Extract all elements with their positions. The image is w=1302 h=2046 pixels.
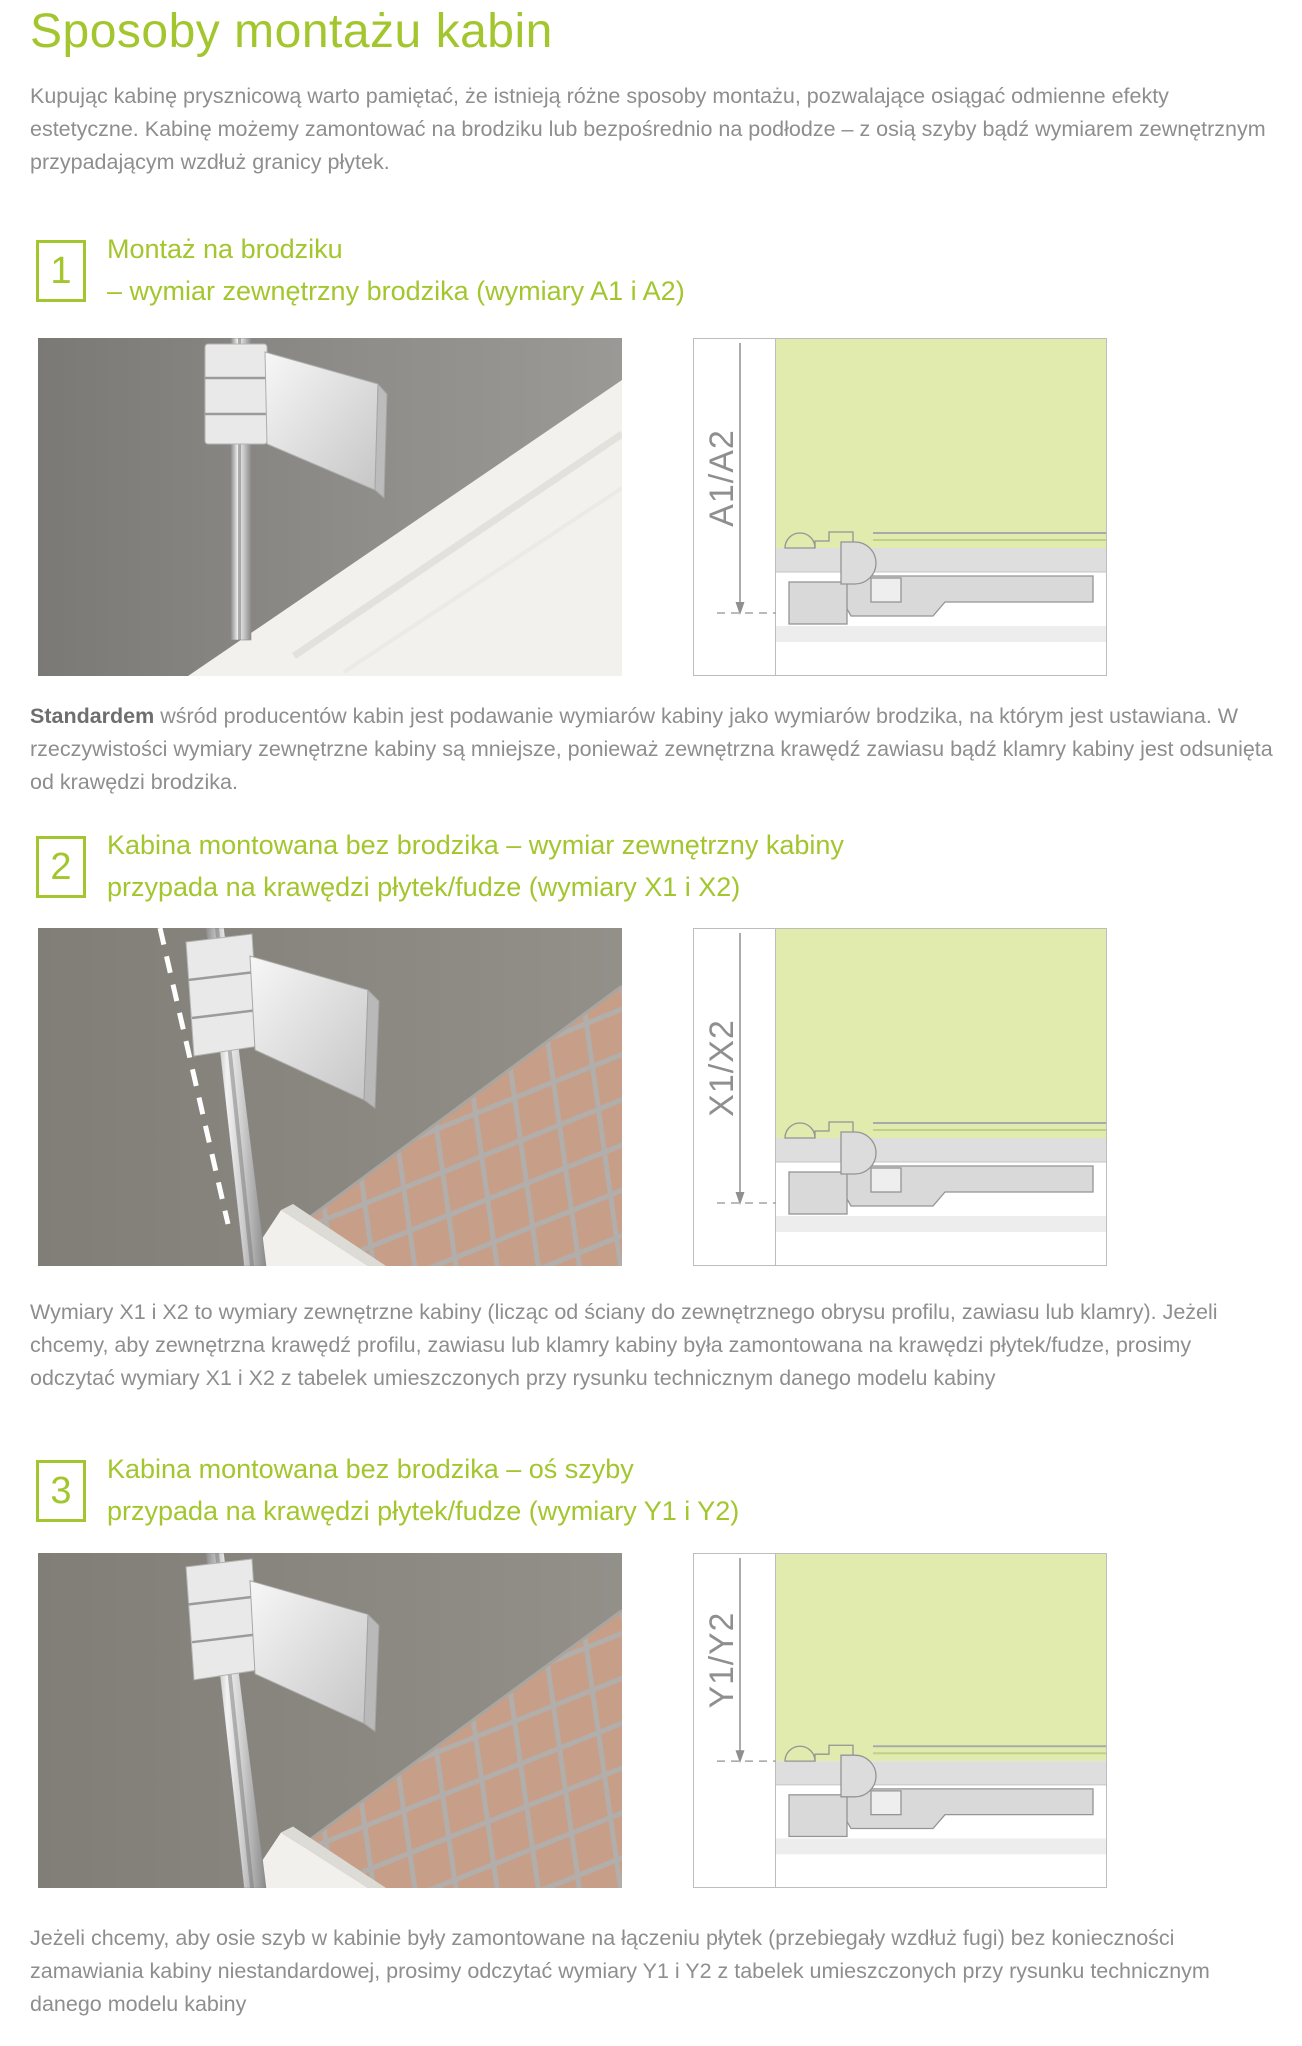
heading-line: Kabina montowana bez brodzika – wymiar zewnętrzny kabiny xyxy=(107,830,844,860)
section-3-note xyxy=(30,1922,1275,2021)
note-text: Jeżeli chcemy, aby osie szyb w kabinie były zamontowane na łączeniu płytek (przebiegały wzdłuż fugi) bez konieczności zamawiania kabiny niestandardowej, prosimy odczytać wymiary Y1 i Y2 z tabelek umieszczonych przy rysunku technicznym danego modelu kabiny xyxy=(30,1926,1210,2016)
heading-line: – wymiar zewnętrzny brodzika (wymiary A1 i A2) xyxy=(107,276,685,306)
photo-hinge-on-shower-tray xyxy=(38,338,622,676)
glass-area xyxy=(776,929,1106,1138)
note-text: wśród producentów kabin jest podawanie wymiarów kabiny jako wymiarów brodzika, na którym jest ustawiana. W rzeczywistości wymiary zewnętrzne kabiny są mniejsze, ponieważ zewnętrzna krawędź zawiasu bądź klamry kabiny jest odsunięta od krawędzi brodzika. xyxy=(30,704,1273,794)
section-2-number-badge xyxy=(36,836,86,898)
note-text: Wymiary X1 i X2 to wymiary zewnętrzne kabiny (licząc od ściany do zewnętrznego obrysu profilu, zawiasu lub klamry). Jeżeli chcemy, aby zewnętrzna krawędź profilu, zawiasu lub klamry kabiny była zamontowana na krawędzi płytek/fudze, prosimy odczytać wymiary X1 i X2 z tabelek umieszczonych przy rysunku technicznym danego modelu kabiny xyxy=(30,1300,1218,1390)
section-number: 1 xyxy=(50,249,72,292)
intro-paragraph: Kupując kabinę prysznicową warto pamiętać, że istnieją różne sposoby montażu, pozwalające osiągać odmienne efekty estetyczne. Kabinę możemy zamontować na brodziku lub bezpośrednio na podłodze – z osią szyby bądź wymiarem zewnętrznym przypadającym wzdłuż granicy płytek. xyxy=(30,84,1266,174)
heading-line: Montaż na brodziku xyxy=(107,234,343,264)
section-3-heading xyxy=(107,1448,1287,1532)
section-2-note xyxy=(30,1296,1275,1395)
dimension-label: X1/X2 xyxy=(703,1019,741,1117)
section-number: 2 xyxy=(50,845,72,888)
note-lead-word: Standardem xyxy=(30,704,155,728)
heading-line: Kabina montowana bez brodzika – oś szyby xyxy=(107,1454,634,1484)
section-1-number-badge xyxy=(36,240,86,302)
diagram-floor-mount-glass-axis xyxy=(693,1553,1107,1888)
photo-hinge-on-tiles xyxy=(38,1553,622,1888)
section-2-heading xyxy=(107,824,1287,908)
photo-hinge-on-tiles-with-axis-line xyxy=(38,928,622,1266)
diagram-floor-mount-outer-edge xyxy=(693,928,1107,1266)
section-1-heading xyxy=(107,228,1287,312)
glass-area xyxy=(776,1554,1106,1761)
page-title: Sposoby montażu kabin xyxy=(30,5,553,58)
glass-area xyxy=(776,339,1106,548)
dimension-label: Y1/Y2 xyxy=(702,1611,742,1709)
dimension-label: A1/A2 xyxy=(703,429,741,527)
diagram-tray-mount-cross-section xyxy=(693,338,1107,676)
section-number: 3 xyxy=(50,1469,72,1512)
section-1-note xyxy=(30,700,1275,799)
section-3-number-badge xyxy=(36,1460,86,1522)
heading-line: przypada na krawędzi płytek/fudze (wymiary X1 i X2) xyxy=(107,872,741,902)
heading-line: przypada na krawędzi płytek/fudze (wymiary Y1 i Y2) xyxy=(107,1496,740,1526)
